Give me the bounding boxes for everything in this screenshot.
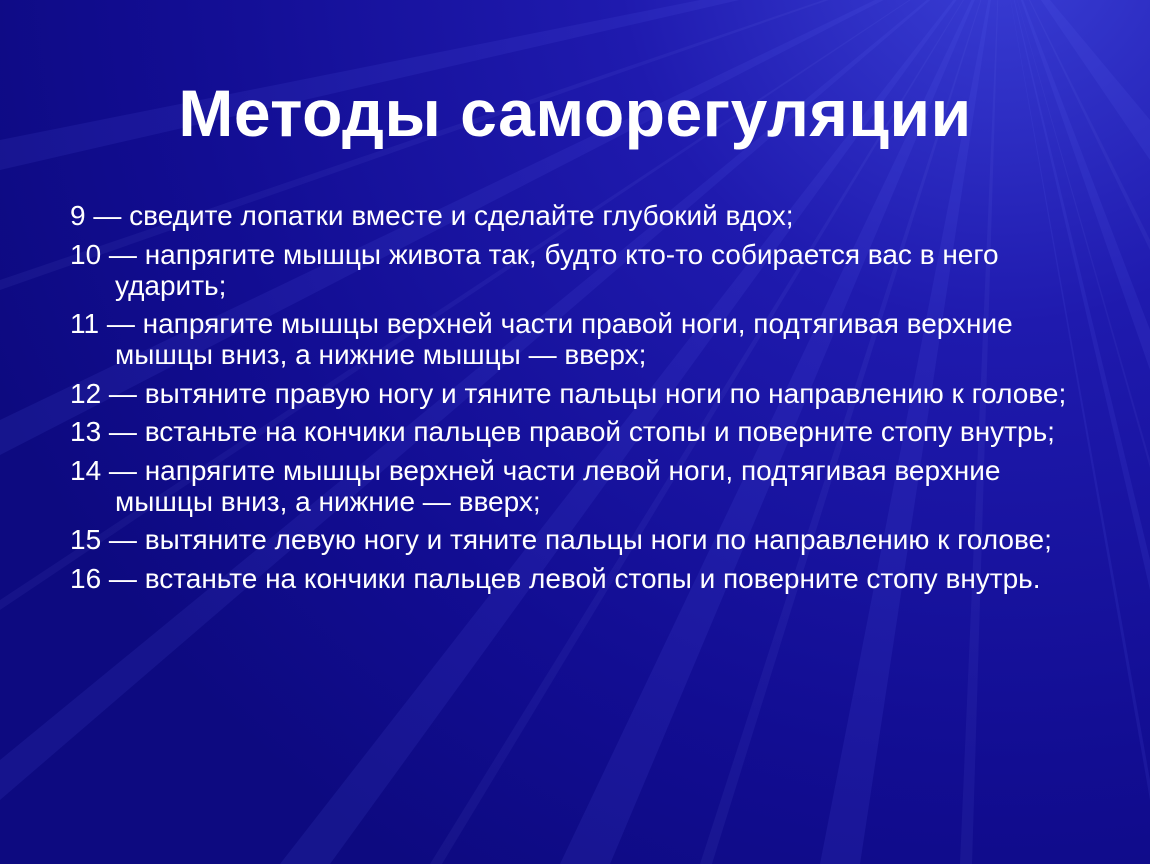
slide-title: Методы саморегуляции — [178, 76, 972, 150]
list-item: 9 — сведите лопатки вместе и сделайте глубокий вдох; — [70, 200, 794, 231]
list-item: 13 — встаньте на кончики пальцев правой стопы и поверните стопу внутрь; — [70, 416, 1055, 447]
list-item: 12 — вытяните правую ногу и тяните пальцы ноги по направлению к голове; — [70, 377, 1067, 409]
list-item: 15 — вытяните левую ногу и тяните пальцы ноги по направлению к голове; — [70, 524, 1052, 555]
list-item: 10 — напрягите мышцы живота так, будто кто-то собирается вас в него ударить; — [70, 238, 999, 301]
list-item: 14 — напрягите мышцы верхней части левой ноги, подтягивая верхние мышцы вниз, а нижние — вверх; — [70, 454, 1001, 517]
list-item: 16 — встаньте на кончики пальцев левой стопы и поверните стопу внутрь. — [70, 562, 1041, 594]
instruction-list — [70, 200, 1080, 601]
list-item: 11 — напрягите мышцы верхней части правой ноги, подтягивая верхние мышцы вниз, а нижние мышцы — вверх; — [70, 308, 1013, 370]
